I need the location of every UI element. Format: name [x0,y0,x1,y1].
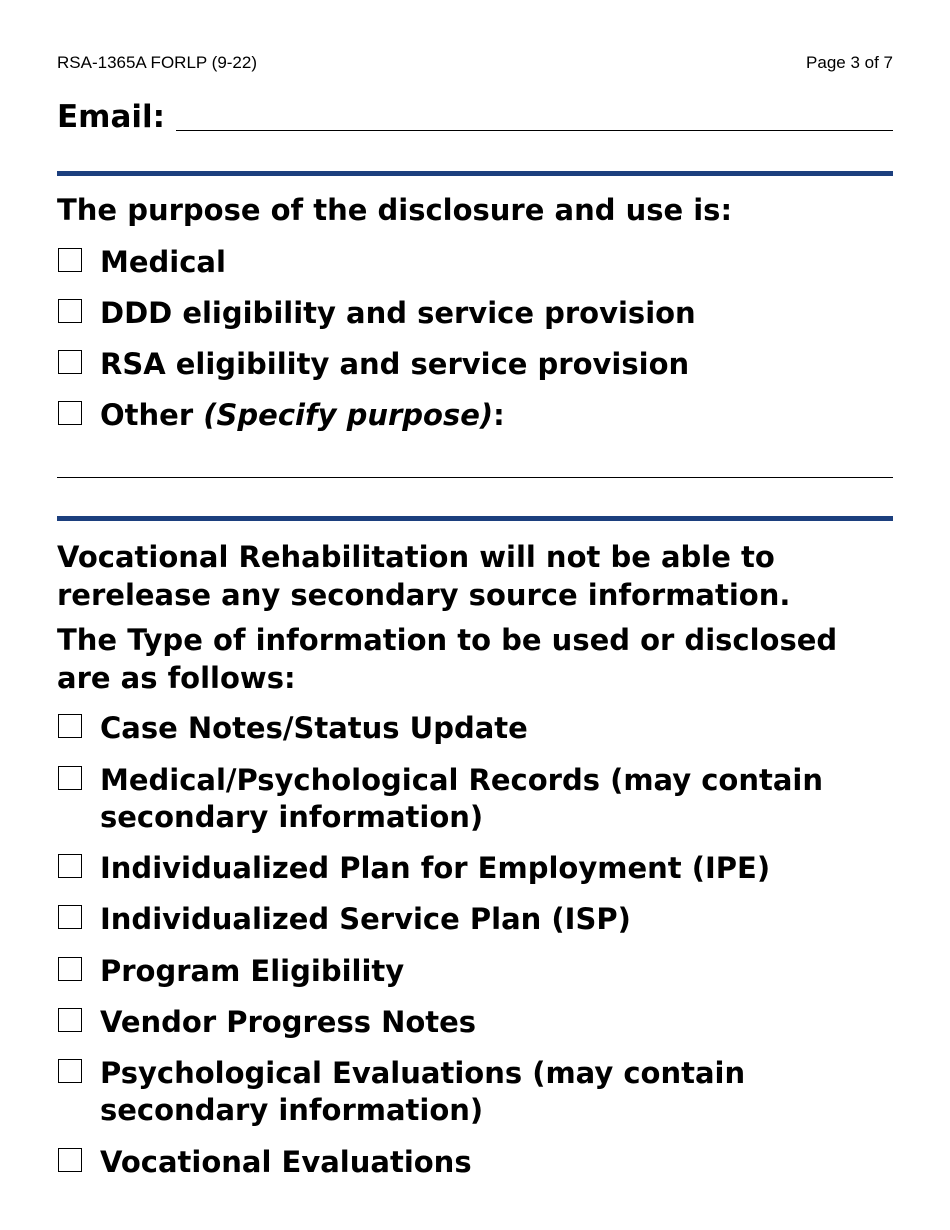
checkbox[interactable] [58,854,82,878]
type-option-medical-records[interactable] [57,762,897,836]
option-label [100,397,897,434]
notice-line: rerelease any secondary source information. [57,578,791,612]
types-heading-line: The Type of information to be used or disclosed [57,623,838,657]
email-field[interactable] [176,130,893,131]
specify-purpose-hint: (Specify purpose) [203,398,494,432]
notice-line: Vocational Rehabilitation will not be able to [57,540,775,574]
purpose-option-ddd[interactable] [57,295,897,332]
option-label: Program Eligibility [100,954,405,988]
other-label: Other [100,398,194,432]
option-label: Vocational Evaluations [100,1145,472,1179]
email-label: Email: [57,99,166,135]
email-row [57,98,893,136]
purpose-option-other[interactable] [57,397,897,434]
type-option-program-eligibility[interactable] [57,953,897,990]
checkbox[interactable] [58,957,82,981]
option-label: Individualized Plan for Employment (IPE) [100,851,771,885]
other-colon: : [493,398,505,432]
other-purpose-field[interactable] [57,477,893,478]
type-option-ipe[interactable] [57,850,897,887]
checkbox[interactable] [58,350,82,374]
checkbox[interactable] [58,766,82,790]
checkbox[interactable] [58,1148,82,1172]
notice-text [57,538,897,614]
checkbox[interactable] [58,1059,82,1083]
page-number: Page 3 of 7 [806,53,893,72]
option-label: Vendor Progress Notes [100,1005,477,1039]
option-label-continued: secondary information) [100,800,484,834]
option-label: RSA eligibility and service provision [100,347,690,381]
option-label-continued: secondary information) [100,1093,484,1127]
type-option-case-notes[interactable] [57,710,897,747]
type-option-vocational-evaluations[interactable] [57,1144,897,1181]
option-label: Case Notes/Status Update [100,711,528,745]
section-divider [57,171,893,176]
purpose-option-rsa[interactable] [57,346,897,383]
section-divider [57,516,893,521]
type-option-psych-evaluations[interactable] [57,1055,897,1129]
option-label: DDD eligibility and service provision [100,296,696,330]
types-heading [57,621,897,697]
form-id: RSA-1365A FORLP (9-22) [57,53,257,72]
option-label: Medical/Psychological Records (may contain [100,763,824,797]
option-label: Psychological Evaluations (may contain [100,1056,746,1090]
checkbox[interactable] [58,248,82,272]
types-heading-line: are as follows: [57,661,296,695]
checkbox[interactable] [58,1008,82,1032]
checkbox[interactable] [58,299,82,323]
checkbox[interactable] [58,714,82,738]
option-label: Individualized Service Plan (ISP) [100,902,631,936]
checkbox[interactable] [58,905,82,929]
type-option-vendor-notes[interactable] [57,1004,897,1041]
checkbox[interactable] [58,401,82,425]
type-option-isp[interactable] [57,901,897,938]
purpose-option-medical[interactable] [57,244,897,281]
purpose-heading: The purpose of the disclosure and use is: [57,193,733,227]
option-label: Medical [100,245,226,279]
